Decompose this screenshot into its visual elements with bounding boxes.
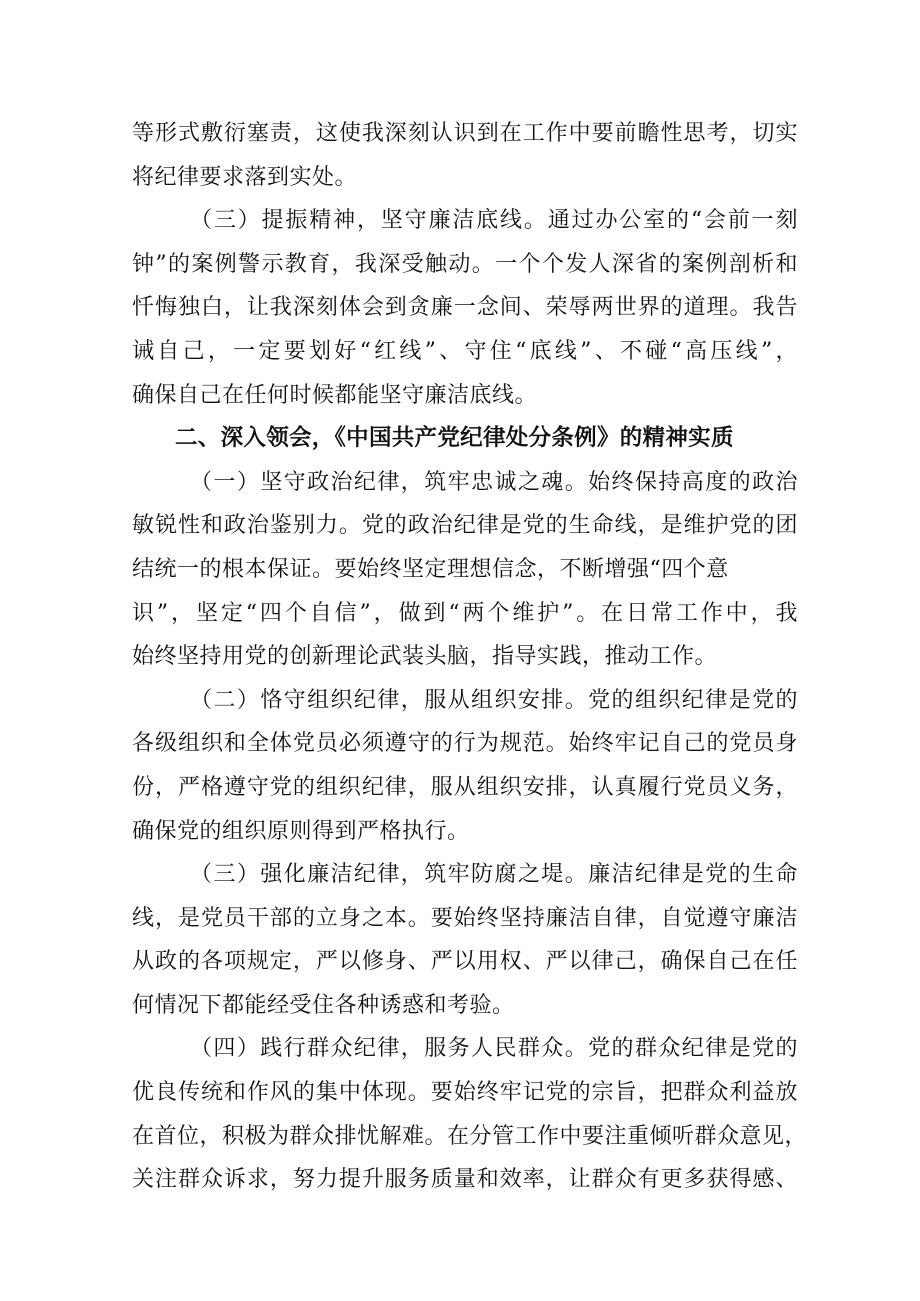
text-line: 识”，坚定“四个自信”，做到“两个维护”。在日常工作中，我 bbox=[132, 600, 798, 626]
paragraph-continuation bbox=[132, 112, 798, 199]
text-line: 份，严格遵守党的组织纪律，服从组织安排，认真履行党员义务， bbox=[132, 774, 798, 800]
paragraph-er bbox=[132, 679, 798, 853]
text-line: 确保党的组织原则得到严格执行。 bbox=[132, 818, 470, 844]
section-heading: 二、深入领会，《中国共产党纪律处分条例》的精神实质 bbox=[175, 425, 734, 452]
paragraph-san-qianghua bbox=[132, 853, 798, 1027]
text-line: 诫自己，一定要划好“红线”、守住“底线”、不碰“高压线”， bbox=[132, 338, 798, 364]
text-line: 在首位，积极为群众排忧解难。在分管工作中要注重倾听群众意见， bbox=[132, 1123, 808, 1149]
text-line: 确保自己在任何时候都能坚守廉洁底线。 bbox=[132, 382, 538, 408]
text-line: 结统一的根本保证。要始终坚定理想信念，不断增强“四个意 bbox=[132, 556, 729, 582]
text-line: 优良传统和作风的集中体现。要始终牢记党的宗旨，把群众利益放 bbox=[132, 1080, 798, 1106]
text-line: 关注群众诉求，努力提升服务质量和效率，让群众有更多获得感、 bbox=[132, 1167, 798, 1193]
text-line: （三）强化廉洁纪律，筑牢防腐之堤。廉洁纪律是党的生命 bbox=[190, 862, 798, 888]
text-line: 钟”的案例警示教育，我深受触动。一个个发人深省的案例剖析和 bbox=[132, 251, 798, 277]
text-line: 等形式敷衍塞责，这使我深刻认识到在工作中要前瞻性思考，切实 bbox=[132, 121, 798, 146]
document-body bbox=[132, 112, 808, 1202]
paragraph-si bbox=[132, 1027, 808, 1201]
text-line: 敏锐性和政治鉴别力。党的政治纪律是党的生命线，是维护党的团 bbox=[132, 513, 798, 539]
text-line: 何情况下都能经受住各种诱惑和考验。 bbox=[132, 992, 515, 1018]
text-line: 将纪律要求落到实处。 bbox=[132, 164, 358, 190]
text-line: 忏悔独白，让我深刻体会到贪廉一念间、荣辱两世界的道理。我告 bbox=[132, 295, 798, 321]
text-line: 从政的各项规定，严以修身、严以用权、严以律己，确保自己在任 bbox=[132, 949, 798, 975]
text-line: （二）恪守组织纪律，服从组织安排。党的组织纪律是党的 bbox=[190, 687, 798, 713]
text-line: 始终坚持用党的创新理论武装头脑，指导实践，推动工作。 bbox=[132, 644, 718, 670]
paragraph-san-tizhen bbox=[132, 199, 798, 417]
text-line: 各级组织和全体党员必须遵守的行为规范。始终牢记自己的党员身 bbox=[132, 731, 798, 757]
text-line: （一）坚守政治纪律，筑牢忠诚之魂。始终保持高度的政治 bbox=[190, 469, 798, 495]
paragraph-yi bbox=[132, 461, 798, 679]
text-line: 线，是党员干部的立身之本。要始终坚持廉洁自律，自觉遵守廉洁 bbox=[132, 905, 798, 931]
text-line: （三）提振精神，坚守廉洁底线。通过办公室的“会前一刻 bbox=[190, 208, 798, 234]
text-line: （四）践行群众纪律，服务人民群众。党的群众纪律是党的 bbox=[190, 1036, 798, 1062]
